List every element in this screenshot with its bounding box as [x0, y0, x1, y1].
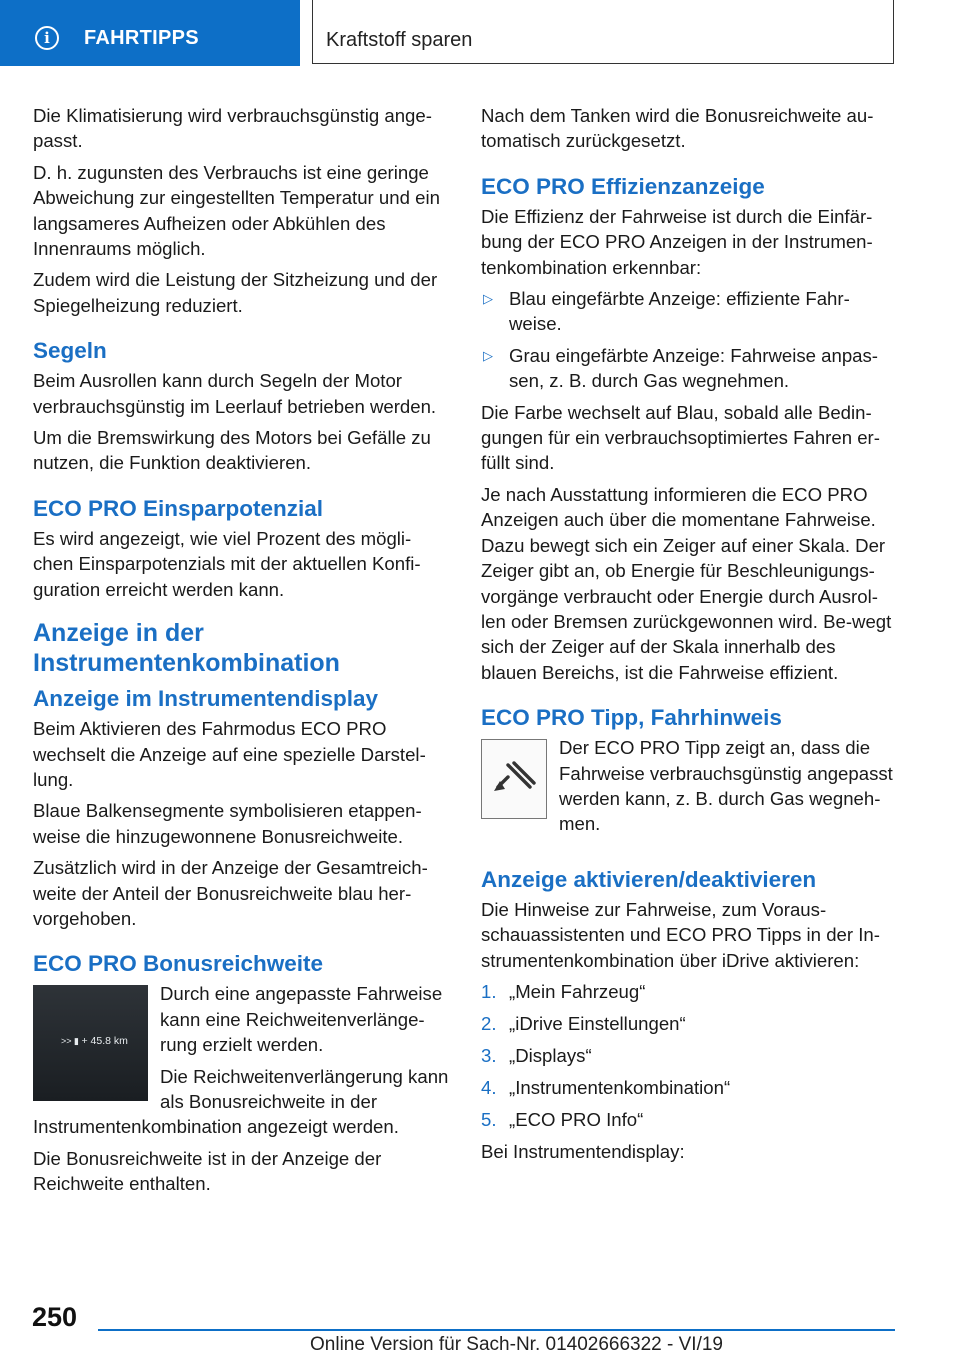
paragraph: Blaue Balkensegmente symbolisieren etappen‐weise die hinzugewonnene Bonusreichweite.	[33, 800, 422, 847]
footer-divider	[98, 1329, 895, 1331]
footer-text: Online Version für Sach-Nr. 01402666322 - VI/19	[310, 1334, 723, 1355]
header-section-label: FAHRTIPPS	[84, 27, 199, 49]
paragraph: Beim Ausrollen kann durch Segeln der Motor verbrauchsgünstig im Leerlauf betrieben werden.	[33, 370, 437, 417]
paragraph: Durch eine angepasste Fahrweise kann eine Reichweitenverlänge‐rung erzielt werden.	[160, 983, 443, 1056]
triangle-bullet-icon: ▷	[483, 347, 493, 363]
heading-tipp-fahrhinweis: ECO PRO Tipp, Fahrhinweis	[481, 705, 782, 731]
list-item: 5. „ECO PRO Info“	[481, 1108, 644, 1130]
paragraph: Die Reichweitenverlängerung kann als Bonusreichweite in der Instrumentenkombination angezeigt werden.	[33, 1065, 449, 1138]
bullet-list	[481, 286, 893, 394]
triangle-bullet-icon: ▷	[483, 291, 493, 307]
heading-segeln: Segeln	[33, 338, 107, 364]
paragraph: Zusätzlich wird in der Anzeige der Gesamtreich‐weite der Anteil der Bonusreichweite blau her‐vorgehoben.	[33, 857, 428, 929]
paragraph: Die Klimatisierung wird verbrauchsgünstig ange‐passt.	[33, 105, 432, 152]
page-number: 250	[32, 1302, 78, 1332]
eco-pro-tip-icon	[481, 739, 547, 819]
paragraph: Die Farbe wechselt auf Blau, sobald alle Bedin‐gungen für ein verbrauchsoptimiertes Fahren er‐füllt sind.	[481, 401, 880, 474]
paragraph: Bei Instrumentendisplay:	[481, 1140, 685, 1162]
left-column	[33, 103, 451, 1203]
list-item: ▷ Blau eingefärbte Anzeige: effiziente Fahr‐weise.	[483, 288, 850, 335]
paragraph: Die Bonusreichweite ist in der Anzeige der Reichweite enthalten.	[33, 1147, 382, 1195]
right-column	[481, 103, 893, 1170]
steps-list	[481, 979, 893, 1132]
heading-effizienzanzeige: ECO PRO Effizienzanzeige	[481, 173, 765, 199]
info-icon: i	[35, 26, 59, 50]
paragraph: Beim Aktivieren des Fahrmodus ECO PRO wechselt die Anzeige auf eine spezielle Darstel‐lung.	[33, 718, 426, 790]
list-item: ▷ Grau eingefärbte Anzeige: Fahrweise anpas‐sen, z. B. durch Gas wegnehmen.	[483, 344, 878, 392]
header-section-tab	[0, 0, 300, 66]
list-item: 2. „iDrive Einstellungen“	[481, 1012, 686, 1034]
paragraph: Je nach Ausstattung informieren die ECO PRO Anzeigen auch über die momentane Fahrweise. Dazu bewegt sich ein Zeiger auf einer Skala. Der Zeiger gibt an, ob Energie für Beschleunigungs‐vorgänge verbraucht oder Energie durch Ausrol‐len oder Bremsen zurückgewonnen wird. Be‐wegt sich der Zeiger auf der Skala innerhalb des blauen Bereichs, ist die Fahrweise effizient.	[481, 483, 892, 683]
heading-bonusreichweite: ECO PRO Bonusreichweite	[33, 951, 324, 977]
paragraph: Die Hinweise zur Fahrweise, zum Voraus‐schauassistenten und ECO PRO Tipps in der In‐strumentenkombination über iDrive aktivieren:	[481, 898, 880, 971]
bonus-range-readout: >> ▮ + 45.8 km	[61, 1035, 128, 1048]
list-item: 3. „Displays“	[481, 1044, 592, 1066]
list-item: 1. „Mein Fahrzeug“	[481, 980, 646, 1002]
paragraph: Zudem wird die Leistung der Sitzheizung und der Spiegelheizung reduziert.	[33, 269, 438, 316]
page-title: Kraftstoff sparen	[326, 29, 473, 51]
heading-instrumentendisplay: Anzeige im Instrumentendisplay	[33, 686, 379, 712]
heading-aktivieren-deaktivieren: Anzeige aktivieren/deaktivieren	[481, 866, 817, 892]
list-item: 4. „Instrumentenkombination“	[481, 1076, 731, 1098]
paragraph: Es wird angezeigt, wie viel Prozent des mögli‐chen Einsparpotenzials mit der aktuellen Konfi‐guration erreicht werden kann.	[33, 527, 421, 600]
paragraph: Die Effizienz der Fahrweise ist durch die Einfär‐bung der ECO PRO Anzeigen in der Instrumen‐tenkombination erkennbar:	[481, 205, 873, 278]
paragraph: Um die Bremswirkung des Motors bei Gefälle zu nutzen, die Funktion deaktivieren.	[33, 427, 431, 474]
paragraph: D. h. zugunsten des Verbrauchs ist eine geringe Abweichung zur eingestellten Temperatur und ein langsameres Aufheizen oder Abkühlen des Innenraums möglich.	[33, 161, 440, 260]
paragraph: Der ECO PRO Tipp zeigt an, dass die Fahrweise verbrauchsgünstig angepasst werden kann, z. B. durch Gas wegneh‐men.	[559, 737, 893, 835]
bonus-range-screen-image	[33, 985, 148, 1101]
heading-einsparpotenzial: ECO PRO Einsparpotenzial	[33, 495, 324, 521]
paragraph: Nach dem Tanken wird die Bonusreichweite au‐tomatisch zurückgesetzt.	[481, 105, 874, 152]
heading-anzeige-instrumentenkombination: Anzeige in der Instrumentenkombination	[33, 619, 340, 678]
